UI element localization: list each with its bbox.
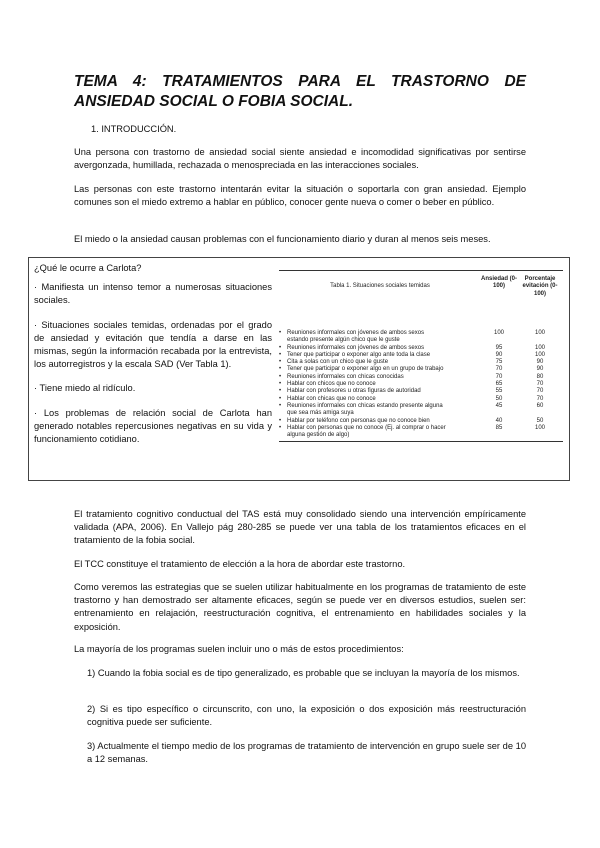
case-description	[34, 262, 272, 457]
table-row: • Hablar con chicos que no conoce 65 70	[279, 381, 563, 388]
feared-situations-table	[279, 270, 563, 442]
treatment-paragraph-1: El tratamiento cognitivo conductual del TAS está muy consolidado siendo una intervención empíricamente validada (APA, 2006). En Vallejo pág 280-285 se puede ver una tabla de los tratamientos eficaces en el tratamiento de la fobia social.	[74, 509, 526, 546]
table-row: • Hablar por teléfono con personas que no conoce bien 40 50	[279, 418, 563, 425]
table-row: • Tener que participar o exponer algo ante toda la clase 90 100	[279, 352, 563, 359]
treatment-paragraph-3: Como veremos las estrategias que se suelen utilizar habitualmente en los programas de tratamiento de este trastorno y han demostrado ser altamente eficaces, según se puede ver en diversos estudios, suelen ser: entrenamiento en relajación, reestructuración cognitiva, el entrenamiento en habilidades sociales y la exposición.	[74, 582, 526, 632]
table-row: • Hablar con personas que no conoce (Ej. al comprar o hacer alguna gestión de algo) 85 100	[279, 425, 563, 440]
column-header-avoidance: Porcentaje evitación (0-100)	[522, 276, 558, 297]
case-item: · Los problemas de relación social de Carlota han generado notables repercusiones negativas en su vida y funcionamiento cotidiano.	[34, 407, 272, 445]
title-line-2: ANSIEDAD SOCIAL O FOBIA SOCIAL.	[74, 93, 354, 110]
section-heading-introduccion: 1. INTRODUCCIÓN.	[91, 124, 177, 134]
procedure-item-3: 3) Actualmente el tiempo medio de los programas de tratamiento de intervención en grupo suele ser de 10 a 12 semanas.	[87, 741, 526, 765]
table-row: • Reuniones informales con chicas estando presente alguna que sea más amiga suya 45 60	[279, 403, 563, 418]
table-row: • Reuniones informales con chicas conocidas 70 80	[279, 374, 563, 381]
case-item: · Manifiesta un intenso temor a numerosas situaciones sociales.	[34, 282, 272, 306]
table-row: • Cita a solas con un chico que le guste 75 90	[279, 359, 563, 366]
intro-paragraph-2: Las personas con este trastorno intentarán evitar la situación o soportarla con gran ansiedad. Ejemplo comunes son el miedo extremo a hablar en público, conocer gente nueva o comer o beber en público.	[74, 184, 526, 208]
case-question: ¿Qué le ocurre a Carlota?	[34, 263, 142, 273]
table-caption: Tabla 1. Situaciones sociales temidas	[330, 283, 430, 289]
table-row: • Tener que participar o exponer algo en un grupo de trabajo 70 90	[279, 366, 563, 373]
treatment-paragraph-2: El TCC constituye el tratamiento de elección a la hora de abordar este trastorno.	[74, 559, 406, 569]
procedure-item-2: 2) Si es tipo específico o circunscrito, con uno, la exposición o dos exposición más reestructuración cognitiva puede ser suficiente.	[87, 704, 526, 728]
title-line-1: TEMA 4: TRATAMIENTOS PARA EL TRASTORNO DE	[74, 73, 526, 90]
table-header	[279, 271, 563, 306]
table-row: • Reuniones informales con jóvenes de ambos sexos 95 100	[279, 345, 563, 352]
intro-paragraph-3: El miedo o la ansiedad causan problemas con el funcionamiento diario y duran al menos seis meses.	[74, 234, 491, 244]
case-item: · Situaciones sociales temidas, ordenadas por el grado de ansiedad y evitación que tendía a darse en las mismas, según la información recabada por la entrevista, los autorregistros y la escala SAD (Ver Tabla 1).	[34, 319, 272, 370]
intro-paragraph-1: Una persona con trastorno de ansiedad social siente ansiedad e incomodidad significativas por sentirse avergonzada, humillada, rechazada o menospreciada en las interacciones sociales.	[74, 147, 526, 171]
document-title	[74, 72, 526, 112]
table-row: • Hablar con chicas que no conoce 50 70	[279, 396, 563, 403]
case-box-carlota	[28, 257, 570, 481]
table-row: • Reuniones informales con jóvenes de ambos sexos estando presente algún chico que le guste 100 100	[279, 330, 563, 345]
case-item: · Tiene miedo al ridículo.	[34, 383, 136, 394]
table-body	[279, 306, 563, 439]
treatment-paragraph-4: La mayoría de los programas suelen incluir uno o más de estos procedimientos:	[74, 644, 404, 654]
procedure-item-1: 1) Cuando la fobia social es de tipo generalizado, es probable que se incluyan la mayoría de los mismos.	[87, 668, 520, 678]
table-row: • Hablar con profesores u otras figuras de autoridad 55 70	[279, 388, 563, 395]
column-header-anxiety: Ansiedad (0-100)	[481, 276, 518, 290]
table-bottom-rule	[279, 441, 563, 442]
